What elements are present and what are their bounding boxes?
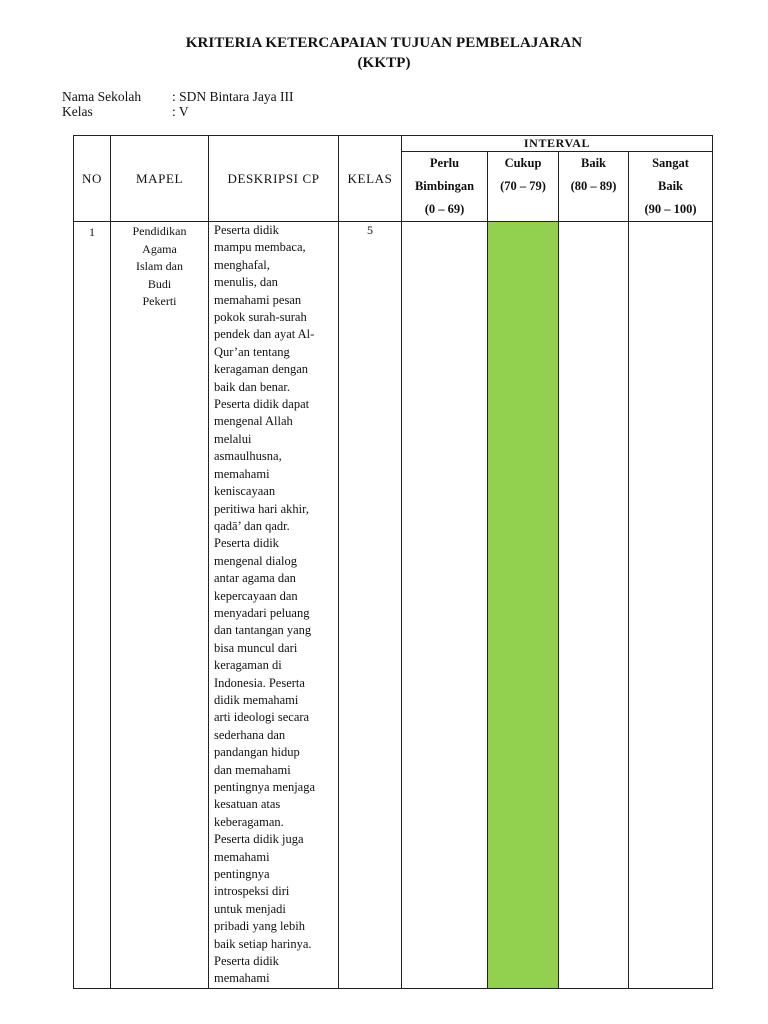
kktp-table <box>73 135 713 989</box>
header-perlu-line1: Perlu <box>429 156 460 170</box>
header-cukup-range: (70 – 79) <box>500 179 546 193</box>
header-perlu-line2: Bimbingan <box>414 179 475 193</box>
header-baik-label: Baik <box>580 156 606 170</box>
class-label: Kelas <box>62 104 93 119</box>
row-perlu-bimbingan-cell <box>402 222 488 989</box>
row-deskripsi: Peserta didik mampu membaca, menghafal, menulis, dan memahami pesan pokok surah-surah pendek dan ayat Al- Qur’an tentang keragaman dengan baik dan benar. Peserta didik dapat mengenal Allah melalui asmaulhusna, memahami keniscayaan peritiwa hari akhir, qadā’ dan qadr. Peserta didik mengenal dialog antar agama dan kepercayaan dan menyadari peluang dan tantangan yang bisa muncul dari keragaman di Indonesia. Peserta didik memahami arti ideologi secara sederhana dan pandangan hidup dan memahami pentingnya menjaga kesatuan atas keberagaman. Peserta didik juga memahami pentingnya introspeksi diri untuk menjadi pribadi yang lebih baik setiap harinya. Peserta didik memahami <box>209 222 339 989</box>
header-baik-range: (80 – 89) <box>570 179 617 193</box>
header-perlu-range: (0 – 69) <box>424 202 465 216</box>
header-sangat-range: (90 – 100) <box>644 202 697 216</box>
header-interval: INTERVAL <box>402 136 713 152</box>
document-title: KRITERIA KETERCAPAIAN TUJUAN PEMBELAJARAN <box>185 35 583 51</box>
row-mapel: Pendidikan Agama Islam dan Budi Pekerti <box>111 222 209 989</box>
row-cukup-cell-highlighted <box>488 222 559 989</box>
class-info <box>62 104 189 120</box>
header-deskripsi: DESKRIPSI CP <box>209 136 339 222</box>
row-sangat-baik-cell <box>629 222 713 989</box>
school-info <box>62 89 293 105</box>
row-no: 1 <box>74 222 111 989</box>
school-label: Nama Sekolah <box>62 89 142 104</box>
row-baik-cell <box>559 222 629 989</box>
class-value: : V <box>172 104 189 119</box>
header-mapel: MAPEL <box>111 136 209 222</box>
header-sangat-line2: Baik <box>657 179 683 193</box>
header-cukup <box>488 152 559 222</box>
header-cukup-label: Cukup <box>504 156 542 170</box>
table-row <box>74 222 713 989</box>
header-perlu-bimbingan <box>402 152 488 222</box>
header-no: NO <box>74 136 111 222</box>
document-subtitle: (KKTP) <box>357 55 411 71</box>
header-baik <box>559 152 629 222</box>
header-kelas: KELAS <box>339 136 402 222</box>
row-kelas: 5 <box>339 222 402 989</box>
header-sangat-baik <box>629 152 713 222</box>
school-value: : SDN Bintara Jaya III <box>172 89 294 104</box>
header-sangat-line1: Sangat <box>652 156 689 170</box>
